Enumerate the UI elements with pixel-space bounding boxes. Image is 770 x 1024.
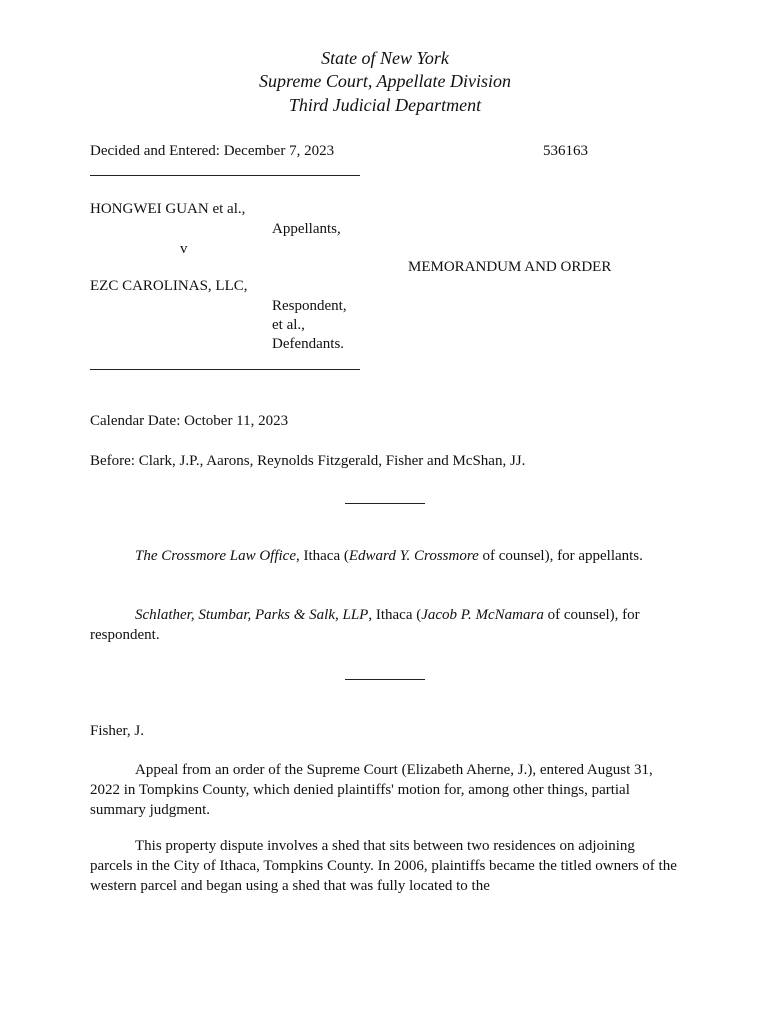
court-state: State of New York bbox=[321, 48, 449, 68]
court-department: Third Judicial Department bbox=[288, 95, 482, 115]
section-divider bbox=[345, 503, 425, 504]
respondent-firm: Schlather, Stumbar, Parks & Salk, LLP bbox=[135, 607, 369, 623]
appellant-name: HONGWEI GUAN et al., bbox=[90, 201, 246, 217]
before-justices: Before: Clark, J.P., Aarons, Reynolds Fitzgerald, Fisher and McShan, JJ. bbox=[90, 453, 526, 469]
versus: v bbox=[180, 241, 188, 257]
order-type: MEMORANDUM AND ORDER bbox=[408, 259, 612, 275]
section-divider-2 bbox=[345, 679, 425, 680]
respondent-role: Respondent, bbox=[272, 298, 347, 314]
counsel-respondent: Schlather, Stumbar, Parks & Salk, LLP, Ithaca (Jacob P. McNamara of counsel), for respondent. bbox=[90, 607, 640, 643]
appellant-role: Appellants, bbox=[272, 221, 341, 237]
respondent-name: EZC CAROLINAS, LLC, bbox=[90, 278, 248, 294]
court-division: Supreme Court, Appellate Division bbox=[259, 71, 511, 91]
docket-number: 536163 bbox=[543, 143, 588, 159]
opinion-author: Fisher, J. bbox=[90, 723, 144, 739]
caption-top-rule bbox=[90, 175, 360, 176]
defendants: Defendants. bbox=[272, 336, 345, 352]
respondent-attorney: Jacob P. McNamara bbox=[421, 607, 544, 623]
calendar-date: Calendar Date: October 11, 2023 bbox=[90, 413, 289, 429]
appellants-attorney: Edward Y. Crossmore bbox=[348, 548, 479, 564]
caption-bottom-rule bbox=[90, 369, 360, 370]
counsel-appellants: The Crossmore Law Office, Ithaca (Edward Y. Crossmore of counsel), for appellants. bbox=[135, 548, 643, 564]
appellants-firm: The Crossmore Law Office bbox=[135, 548, 296, 564]
respondent-etal: et al., bbox=[272, 317, 305, 333]
body-paragraph-1: Appeal from an order of the Supreme Court (Elizabeth Aherne, J.), entered August 31, 2022 in Tompkins County, which denied plaintiffs' motion for, among other things, partial summary judgment. bbox=[90, 762, 653, 818]
body-paragraph-2: This property dispute involves a shed that sits between two residences on adjoining parcels in the City of Ithaca, Tompkins County. In 2006, plaintiffs became the titled owners of the western parcel and began using a shed that was fully located to the bbox=[90, 838, 677, 894]
decided-entered: Decided and Entered: December 7, 2023 bbox=[90, 143, 335, 159]
